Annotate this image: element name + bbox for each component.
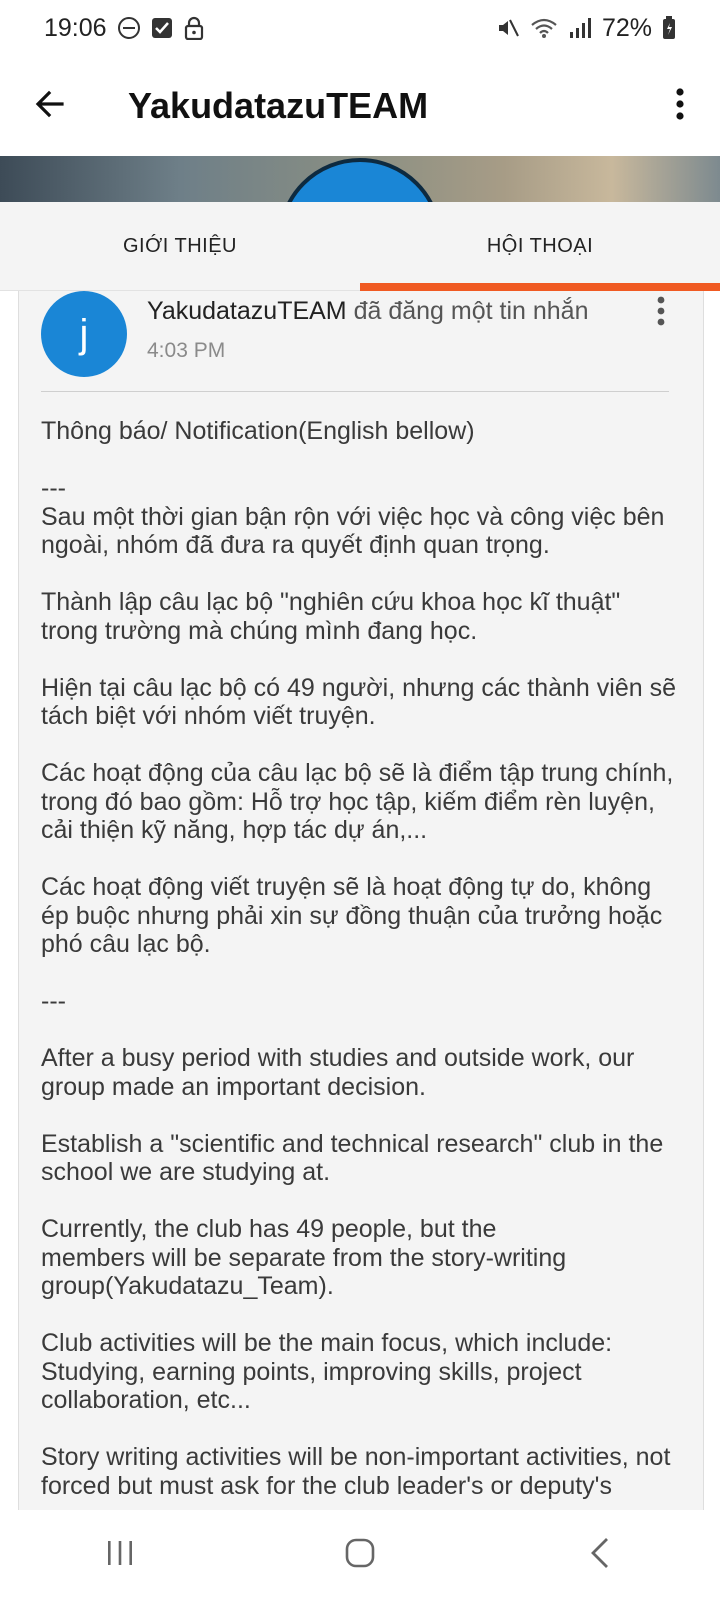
- post-paragraph: Các hoạt động của câu lạc bộ sẽ là điểm tập trung chính, trong đó bao gồm: Hỗ trợ học tập, kiếm điểm rèn luyện, cải thiện kỹ năng, hợp tác dự án,...: [41, 759, 674, 844]
- tab-conversation[interactable]: [360, 202, 720, 290]
- post-more-button[interactable]: [641, 293, 681, 333]
- home-button[interactable]: [300, 1510, 420, 1600]
- system-nav-bar: [0, 1510, 720, 1600]
- recents-button[interactable]: [60, 1510, 180, 1600]
- signal-icon: [568, 17, 592, 39]
- tab-label: GIỚI THIỆU: [122, 234, 237, 257]
- post-paragraph: Hiện tại câu lạc bộ có 49 người, nhưng các thành viên sẽ tách biệt với nhóm viết truyện.: [41, 673, 676, 730]
- post-action: đã đăng một tin nhắn: [353, 297, 589, 325]
- page-title: YakudatazuTEAM: [128, 85, 429, 126]
- vibrate-mute-icon: [496, 16, 520, 40]
- app-bar: [0, 56, 720, 156]
- post-paragraph: After a busy period with studies and outside work, our group made an important decision.: [41, 1044, 635, 1101]
- post-author[interactable]: YakudatazuTEAM: [147, 297, 347, 325]
- recents-icon: [105, 1539, 135, 1572]
- status-left: [44, 14, 205, 43]
- more-vertical-icon: [675, 88, 685, 125]
- post-paragraph: Currently, the club has 49 people, but the members will be separate from the story-writing group(Yakudatazu_Team).: [41, 1215, 567, 1300]
- avatar[interactable]: [41, 291, 127, 377]
- profile-avatar: [278, 158, 442, 202]
- check-notification-icon: [151, 17, 173, 39]
- post-paragraph: Establish a "scientific and technical research" club in the school we are studying at.: [41, 1129, 664, 1186]
- post-body: [41, 417, 677, 1510]
- post-author-line: [147, 297, 589, 326]
- nav-back-button[interactable]: [540, 1510, 660, 1600]
- post-header: [19, 291, 703, 401]
- post-paragraph: ---: [41, 987, 66, 1015]
- clock: 19:06: [44, 13, 107, 42]
- post-paragraph: Thành lập câu lạc bộ "nghiên cứu khoa học kĩ thuật" trong trường mà chúng mình đang học.: [41, 588, 621, 645]
- post-paragraph: Các hoạt động viết truyện sẽ là hoạt động tự do, không ép buộc nhưng phải xin sự đồng thuận của trưởng hoặc phó câu lạc bộ.: [41, 873, 663, 958]
- avatar-letter: j: [79, 311, 89, 356]
- conversation-feed[interactable]: [0, 291, 720, 1510]
- back-button[interactable]: [0, 56, 100, 156]
- battery-percent: 72%: [601, 13, 652, 42]
- post-paragraph: Thông báo/ Notification(English bellow): [41, 417, 475, 445]
- tab-bar: [0, 202, 720, 291]
- home-icon: [345, 1538, 375, 1573]
- divider: [41, 391, 669, 392]
- lock-icon: [183, 16, 205, 40]
- post-paragraph: Club activities will be the main focus, which include: Studying, earning points, improving skills, project collaboration, etc...: [41, 1329, 613, 1414]
- back-chevron-icon: [590, 1537, 610, 1574]
- status-bar: [0, 0, 720, 56]
- post-card: [18, 291, 704, 1510]
- more-options-button[interactable]: [640, 56, 720, 156]
- cover-banner: [0, 156, 720, 202]
- post-paragraph: Story writing activities will be non-important activities, not forced but must ask for the club leader's or deputy's: [41, 1443, 671, 1500]
- tab-label: HỘI THOẠI: [486, 234, 594, 257]
- tab-introduction[interactable]: [0, 202, 360, 290]
- arrow-left-icon: [34, 88, 66, 125]
- wifi-icon: [530, 17, 558, 39]
- status-right: [496, 14, 676, 43]
- post-timestamp: 4:03 PM: [147, 339, 226, 362]
- post-paragraph: --- Sau một thời gian bận rộn với việc học và công việc bên ngoài, nhóm đã đưa ra quyết định quan trọng.: [41, 474, 665, 559]
- do-not-disturb-icon: [117, 16, 141, 40]
- more-vertical-icon: [656, 296, 666, 331]
- battery-icon: [662, 16, 676, 40]
